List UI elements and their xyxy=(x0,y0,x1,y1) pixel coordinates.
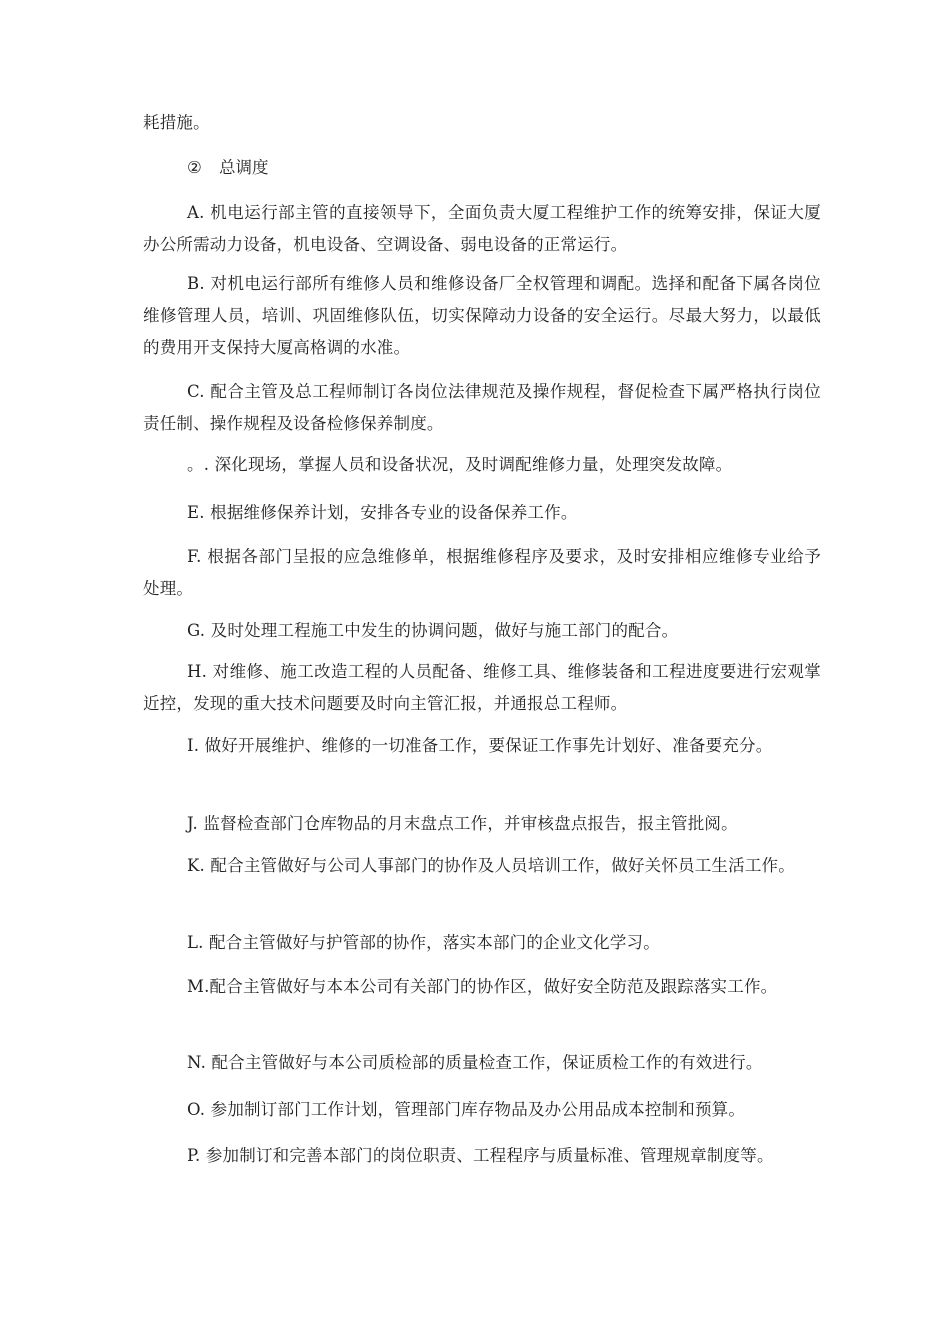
list-item-g: G. 及时处理工程施工中发生的协调问题，做好与施工部门的配合。 xyxy=(187,621,679,640)
list-item-i: I. 做好开展维护、维修的一切准备工作，要保证工作事先计划好、准备要充分。 xyxy=(187,736,773,755)
list-item-k: K. 配合主管做好与公司人事部门的协作及人员培训工作，做好关怀员工生活工作。 xyxy=(187,856,795,875)
lead-in-text: 耗措施。 xyxy=(143,113,210,132)
section-heading xyxy=(187,152,269,184)
list-item-m: M.配合主管做好与本本公司有关部门的协作区，做好安全防范及跟踪落实工作。 xyxy=(187,977,778,996)
list-item-h: H. 对维修、施工改造工程的人员配备、维修工具、维修装备和工程进度要进行宏观掌近控，发现的重大技术问题要及时向主管汇报，并通报总工程师。 xyxy=(143,662,821,713)
section-number: ② xyxy=(187,158,202,177)
list-item-o: O. 参加制订部门工作计划，管理部门库存物品及办公用品成本控制和预算。 xyxy=(187,1100,746,1119)
list-item-b: B. 对机电运行部所有维修人员和维修设备厂全权管理和调配。选择和配备下属各岗位维修管理人员，培训、巩固维修队伍，切实保障动力设备的安全运行。尽最大努力，以最低的费用开支保持大厦高格调的水准。 xyxy=(143,274,821,357)
list-item-p: P. 参加制订和完善本部门的岗位职责、工程程序与质量标准、管理规章制度等。 xyxy=(187,1146,774,1165)
list-item-c: C. 配合主管及总工程师制订各岗位法律规范及操作规程，督促检查下属严格执行岗位责任制、操作规程及设备检修保养制度。 xyxy=(143,382,821,433)
list-item-f: F. 根据各部门呈报的应急维修单，根据维修程序及要求，及时安排相应维修专业给予处理。 xyxy=(143,547,821,598)
list-item-l: L. 配合主管做好与护管部的协作，落实本部门的企业文化学习。 xyxy=(187,933,660,952)
list-item-a: A. 机电运行部主管的直接领导下，全面负责大厦工程维护工作的统筹安排，保证大厦办公所需动力设备，机电设备、空调设备、弱电设备的正常运行。 xyxy=(143,203,821,254)
list-item-n: N. 配合主管做好与本公司质检部的质量检查工作，保证质检工作的有效进行。 xyxy=(187,1053,763,1072)
list-item-j: J. 监督检查部门仓库物品的月末盘点工作，并审核盘点报告，报主管批阅。 xyxy=(187,814,738,833)
list-item-d: 。. 深化现场，掌握人员和设备状况，及时调配维修力量，处理突发故障。 xyxy=(187,455,733,474)
section-title: 总调度 xyxy=(219,158,269,177)
list-item-e: E. 根据维修保养计划，安排各专业的设备保养工作。 xyxy=(187,503,578,522)
